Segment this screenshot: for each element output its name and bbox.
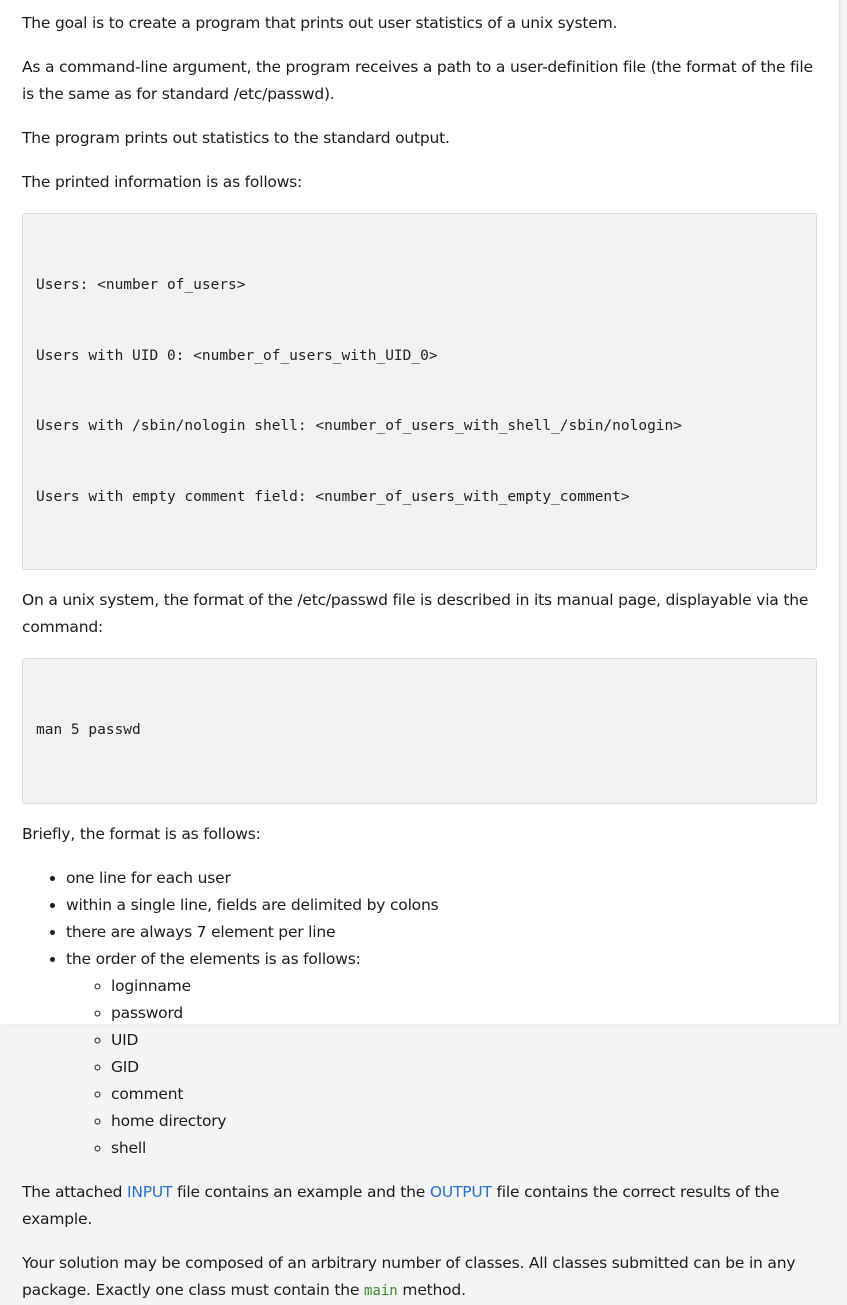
attached-text: file contains an example and the [172, 1182, 430, 1201]
field-item: ◦ home directory [111, 1108, 817, 1135]
code-line: Users with UID 0: <number_of_users_with_UID_0> [36, 347, 438, 364]
field-item: ◦ shell [111, 1135, 817, 1162]
attached-files-paragraph [22, 1179, 817, 1233]
code-line: Users: <number of_users> [36, 277, 246, 293]
field-item: ◦ comment [111, 1081, 817, 1108]
fields-list [66, 973, 817, 1162]
list-item-label: the order of the elements is as follows: [66, 949, 361, 968]
output-format-code-block [22, 213, 817, 570]
list-item: • there are always 7 element per line [66, 919, 817, 946]
field-item: ◦ GID [111, 1054, 817, 1081]
intro-paragraph: The goal is to create a program that prints out user statistics of a unix system. [22, 14, 618, 32]
briefly-paragraph: Briefly, the format is as follows: [22, 824, 261, 843]
field-item: ◦ loginname [111, 973, 817, 1000]
solution-paragraph [22, 1250, 817, 1305]
attached-text: file contains the correct results of the example. [22, 1182, 780, 1228]
list-item: • within a single line, fields are delimited by colons [66, 892, 817, 919]
man-command: man 5 passwd [36, 722, 141, 738]
solution-text: method. [397, 1280, 466, 1299]
argument-paragraph: As a command-line argument, the program receives a path to a user-definition file (the format of the file is the same as for standard /etc/passwd). [22, 58, 813, 103]
list-item: • one line for each user [66, 865, 817, 892]
format-note-paragraph: On a unix system, the format of the /etc/passwd file is described in its manual page, displayable via the command: [22, 591, 809, 636]
code-line: Users with /sbin/nologin shell: <number_of_users_with_shell_/sbin/nologin> [36, 418, 683, 434]
attached-text: The attached [22, 1182, 127, 1201]
list-item [66, 946, 817, 1162]
main-inline-code: main [363, 1282, 398, 1299]
code-line: Users with empty comment field: <number_of_users_with_empty_comment> [36, 488, 630, 505]
man-command-code-block [22, 658, 817, 804]
field-item: ◦ UID [111, 1027, 817, 1054]
input-file-link[interactable]: INPUT [126, 1182, 173, 1201]
output-file-link[interactable]: OUTPUT [429, 1182, 492, 1201]
solution-text: Your solution may be composed of an arbitrary number of classes. All classes submitted can be in any package. Exactly one class must contain the [22, 1253, 796, 1299]
format-rules-list [22, 865, 817, 1162]
printed-info-heading: The printed information is as follows: [22, 173, 303, 191]
output-note-paragraph: The program prints out statistics to the standard output. [22, 129, 450, 147]
field-item: ◦ password [111, 1000, 817, 1027]
